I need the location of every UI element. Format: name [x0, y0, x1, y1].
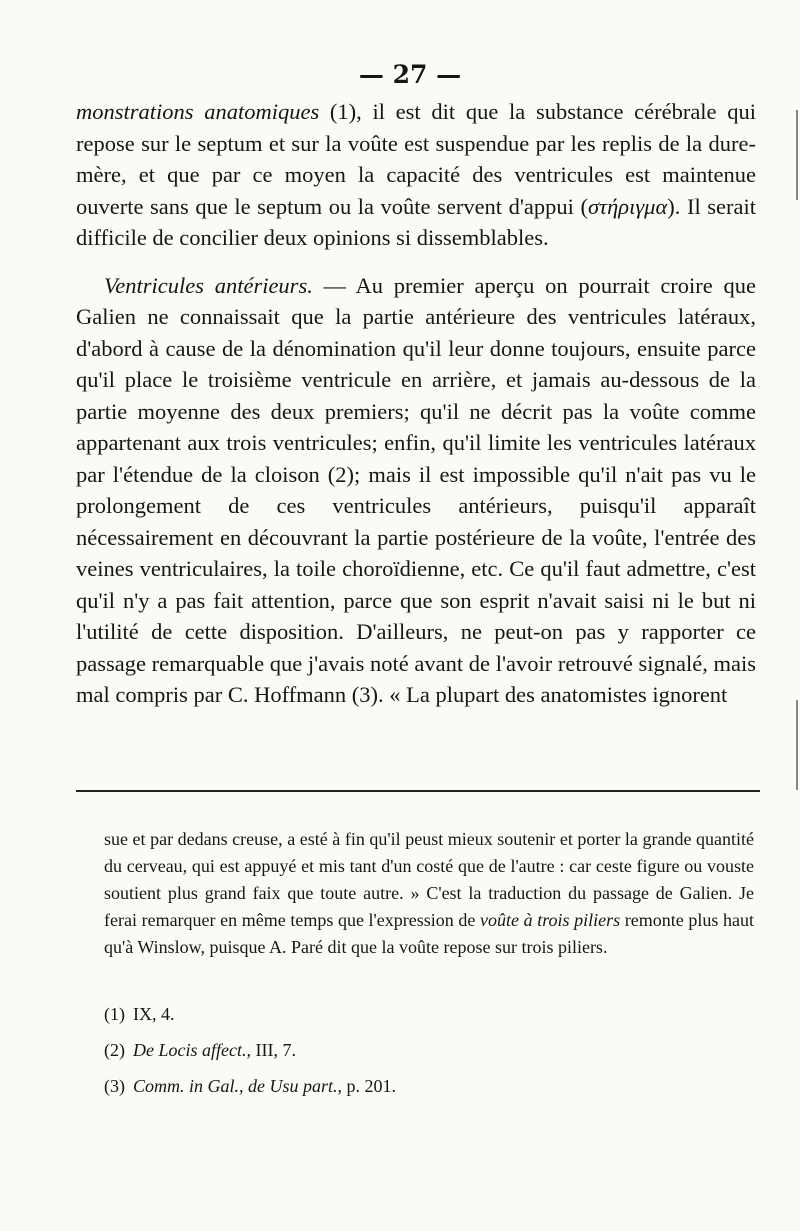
- page-number: — 27 —: [358, 60, 462, 89]
- page-edge-mark: [796, 110, 798, 200]
- footnote-number: (1): [104, 1004, 125, 1024]
- footnote-number: (2): [104, 1040, 125, 1060]
- footnote-1: [104, 996, 744, 1032]
- greek-term: στήριγμα: [587, 193, 668, 219]
- paragraph-text: — Au premier aperçu on pourrait croire que Galien ne connaissait que la partie antérieure des ventricules latéraux, d'abord à cause de la dénomination qu'il leur donne toujours, ensuite parce qu'il place le troisième ventricule en arrière, et jamais au-dessous de la partie moyenne des deux premiers; qu'il ne décrit pas la voûte comme appartenant aux trois ventricules; enfin, qu'il limite les ventricules latéraux par l'étendue de la cloison (2); mais il est impossible qu'il n'ait pas vu le prolongement de ces ventricules antérieurs, puisqu'il apparaît nécessairement en découvrant la partie postérieure de la voûte, l'entrée des veines ventriculaires, la toile choroïdienne, etc. Ce qu'il faut admettre, c'est qu'il n'y a pas fait attention, parce que son esprit n'avait saisi ni le but ni l'utilité de cette disposition. D'ailleurs, ne peut-on pas y rapporter ce passage remarquable que j'avais noté avant de l'avoir retrouvé signalé, mais mal compris par C. Hoffmann (3). « La plupart des anatomistes ignorent: [76, 272, 756, 707]
- footnote-title: Comm. in Gal., de Usu part.,: [133, 1076, 343, 1096]
- footnote-title: De Locis affect.,: [133, 1040, 251, 1060]
- footnote-number: (3): [104, 1076, 125, 1096]
- note-continuation: [104, 826, 754, 961]
- footnote-divider: [76, 790, 760, 792]
- note-text-end: remonte plus haut qu'à Winslow, puisque A. Paré dit que la voûte repose sur trois piliers.: [104, 910, 754, 957]
- footnote-text: III, 7.: [250, 1040, 296, 1060]
- footnote-3: [104, 1068, 744, 1104]
- note-italic: voûte à trois piliers: [480, 910, 621, 930]
- paragraph-septum: [76, 96, 756, 254]
- main-text: [76, 96, 756, 711]
- footnote-text: p. 201.: [342, 1076, 397, 1096]
- page-edge-mark: [796, 700, 798, 790]
- paragraph-ventricules: [76, 270, 756, 711]
- footnote-2: [104, 1032, 744, 1068]
- italic-lead: monstrations anatomiques: [76, 99, 320, 124]
- paragraph-text: (1), il est dit que la substance cérébrale qui repose sur le septum et sur la voûte est suspendue par les replis de la dure-mère, et que par ce moyen la capacité des ventricules est maintenue ouverte sans que le septum ou la voûte servent d'appui (: [76, 99, 756, 219]
- paragraph-text-end: ). Il serait difficile de concilier deux opinions si dissemblables.: [76, 193, 756, 250]
- section-heading: Ventricules antérieurs.: [104, 272, 313, 298]
- footnotes: [104, 996, 744, 1104]
- note-text: sue et par dedans creuse, a esté à fin qu'il peust mieux soutenir et porter la grande quantité du cerveau, qui est appuyé et mis tant d'un costé que de l'autre : car ceste figure ou vouste soutient plus grand faix que toute autre. » C'est la traduction du passage de Galien. Je ferai remarquer en même temps que l'expression de: [104, 829, 754, 930]
- footnote-text: IX, 4.: [133, 1004, 175, 1024]
